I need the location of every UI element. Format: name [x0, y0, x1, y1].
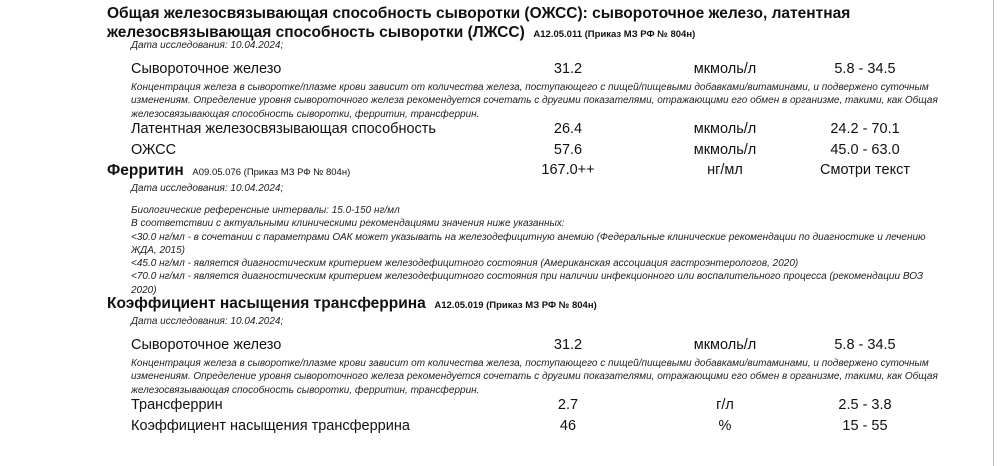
row-ref: 5.8 - 34.5 [834, 337, 896, 353]
note-line: <70.0 нг/мл - является диагностическим критерием железодефицитного состояния при наличии инфекционного или воспалительного процесса (рекомендации ВОЗ 2020) [131, 271, 924, 296]
row-value: 31.2 [553, 337, 583, 353]
row-unit: мкмоль/л [693, 142, 757, 158]
row-unit: мкмоль/л [693, 61, 757, 77]
row-name: Коэффициент насыщения трансферрина [131, 418, 410, 434]
row-ref: Смотри текст [820, 162, 910, 178]
row-unit: мкмоль/л [693, 337, 757, 353]
tsat-code: A12.05.019 (Приказ МЗ РФ № 804н) [434, 300, 597, 311]
tsat-title [107, 295, 597, 313]
tibc-title-line1: Общая железосвязывающая способность сыворотки (ОЖСС): сывороточное железо, латентная [107, 5, 851, 22]
ferritin-notes [131, 204, 951, 297]
row-ref: 2.5 - 3.8 [838, 397, 892, 413]
tibc-code: A12.05.011 (Приказ МЗ РФ № 804н) [533, 29, 696, 40]
row-unit: г/л [716, 397, 734, 413]
row-name: Сывороточное железо [131, 337, 282, 353]
tsat-date: Дата исследования: 10.04.2024; [131, 316, 284, 327]
row-ref: 24.2 - 70.1 [830, 121, 900, 137]
row-value: 167.0++ [541, 162, 595, 178]
row-unit: мкмоль/л [693, 121, 757, 137]
ferritin-date: Дата исследования: 10.04.2024; [131, 183, 284, 194]
ferritin-title-text: Ферритин [107, 162, 184, 179]
row-name: Латентная железосвязывающая способность [131, 121, 436, 137]
row-ref: 15 - 55 [842, 418, 888, 434]
row-ref: 45.0 - 63.0 [830, 142, 900, 158]
row-unit: нг/мл [707, 162, 743, 178]
row-value: 31.2 [553, 61, 583, 77]
ferritin-title [107, 162, 350, 180]
row-ref: 5.8 - 34.5 [834, 61, 896, 77]
tsat-title-text: Коэффициент насыщения трансферрина [107, 295, 426, 312]
row-name: Сывороточное железо [131, 61, 282, 77]
note-line: <30.0 нг/мл - в сочетании с параметрами ОАК может указывать на железодефицитную анемию (Федеральные клинические рекомендации по диагностике и лечению ЖДА, 2015) [131, 231, 926, 256]
note-line: В соответствии с актуальными клиническими рекомендациями значения ниже указанных: [131, 218, 565, 230]
row-unit: % [718, 418, 732, 434]
row-value: 26.4 [553, 121, 583, 137]
note-line: Биологические референсные интервалы: 15.0-150 нг/мл [131, 205, 400, 216]
iron-note: Концентрация железа в сыворотке/плазме крови зависит от количества железа, поступающего с пищей/пищевыми добавками/витаминами, и подвержено суточным изменениям. Определение уровня сывороточного железа рекомендуется сочетать с другими показателями, отражающими его обмен в организме, такими, как Общая железосвязывающая способность сыворотки, ферритин, трансферрин. [131, 82, 938, 120]
row-value: 2.7 [557, 397, 579, 413]
ferritin-code: A09.05.076 (Приказ МЗ РФ № 804н) [192, 167, 351, 178]
note-line: <45.0 нг/мл - является диагностическим критерием железодефицитного состояния (Американская ассоциация гастроэнтерологов, 2020) [131, 258, 799, 270]
row-name: ОЖСС [131, 142, 177, 158]
tibc-title-text: железосвязывающая способность сыворотки (ЛЖСС) [107, 24, 525, 41]
iron-note: Концентрация железа в сыворотке/плазме крови зависит от количества железа, поступающего с пищей/пищевыми добавками/витаминами, и подвержено суточным изменениям. Определение уровня сывороточного железа рекомендуется сочетать с другими показателями, отражающими его обмен в организме, такими, как Общая железосвязывающая способность сыворотки, ферритин, трансферрин. [131, 358, 938, 396]
page-edge-divider [993, 0, 994, 466]
row-name: Трансферрин [131, 397, 223, 413]
row-value: 57.6 [553, 142, 583, 158]
row-value: 46 [559, 418, 577, 434]
tibc-date: Дата исследования: 10.04.2024; [131, 40, 284, 51]
